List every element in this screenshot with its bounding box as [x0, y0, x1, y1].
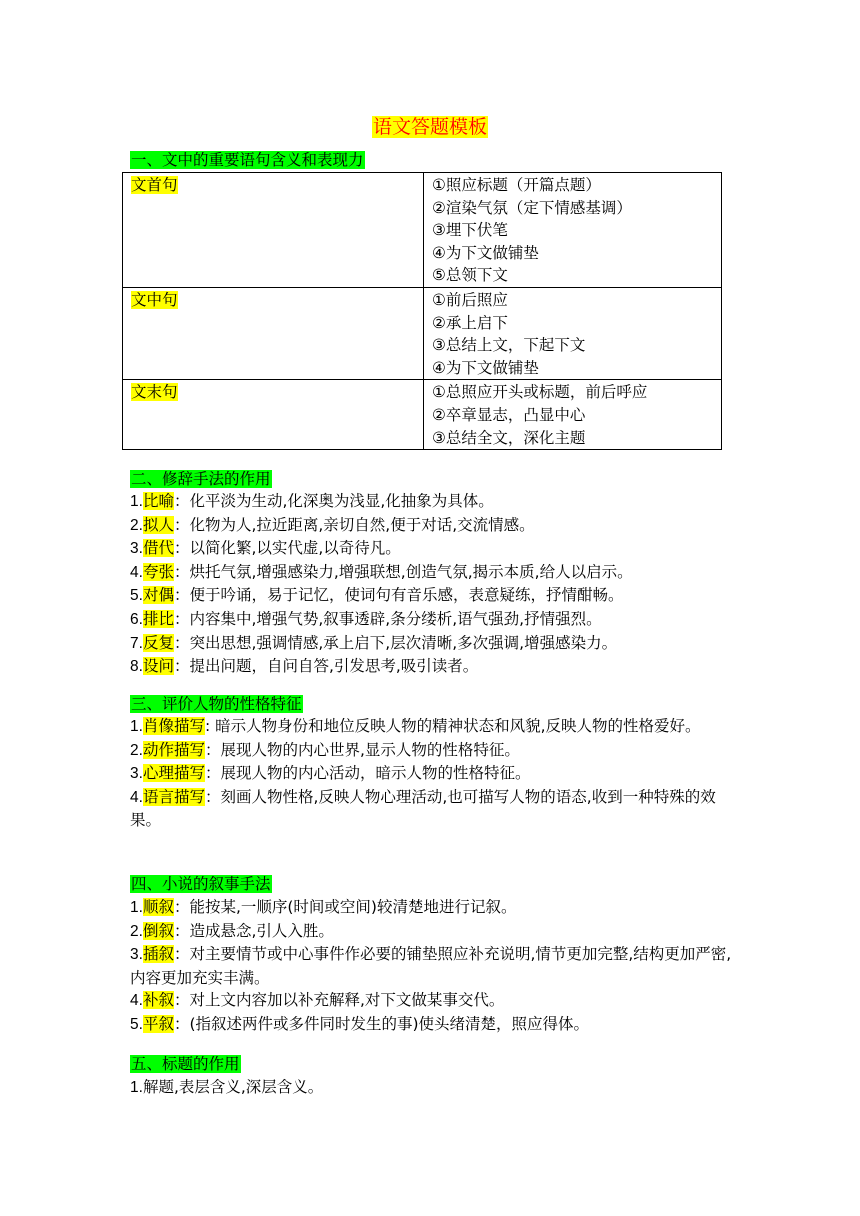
sentence-function-table — [122, 172, 722, 450]
list-item: ②卒章显志，凸显中心 — [432, 405, 586, 424]
list-item: ③埋下伏笔 — [432, 221, 508, 240]
list-item: 2.动作描写：展现人物的内心世界,显示人物的性格特征。 — [130, 740, 520, 759]
section5-heading: 五、标题的作用 — [131, 1055, 240, 1073]
list-item: ⑤总领下文 — [432, 266, 508, 285]
section1-heading: 一、文中的重要语句含义和表现力 — [131, 151, 364, 169]
section3-heading: 三、评价人物的性格特征 — [131, 695, 302, 713]
table-cell-label: 文首句 — [123, 173, 424, 288]
narrative-list — [130, 896, 740, 1037]
title-function-list — [130, 1076, 740, 1100]
table-cell-label: 文末句 — [123, 380, 424, 450]
list-item: 6.排比：内容集中,增强气势,叙事透辟,条分缕析,语气强劲,抒情强烈。 — [130, 609, 602, 628]
list-item: 3.心理描写：展现人物的内心活动，暗示人物的性格特征。 — [130, 764, 531, 783]
rhetoric-list — [130, 490, 740, 679]
list-item: 1.解题,表层含义,深层含义。 — [130, 1078, 324, 1096]
section4-heading: 四、小说的叙事手法 — [131, 875, 271, 893]
list-item: ②渲染气氛（定下情感基调） — [432, 198, 632, 217]
section2-heading: 二、修辞手法的作用 — [131, 470, 271, 488]
list-item: 4.补叙：对上文内容加以补充解释,对下文做某事交代。 — [130, 991, 505, 1010]
document-title — [0, 114, 860, 140]
table-cell-label: 文中句 — [123, 287, 424, 379]
table-row — [123, 173, 722, 288]
list-item: 8.设问：提出问题，自问自答,引发思考,吸引读者。 — [130, 657, 479, 676]
table-cell-items — [424, 380, 722, 450]
list-item: 1.顺叙：能按某,一顺序(时间或空间)较清楚地进行记叙。 — [130, 898, 517, 916]
list-item: ①照应标题（开篇点题） — [432, 176, 601, 194]
table-cell-items — [424, 173, 722, 288]
list-item: ④为下文做铺垫 — [432, 243, 539, 262]
list-item: ①前后照应 — [432, 290, 508, 309]
list-item: 1.比喻：化平淡为生动,化深奥为浅显,化抽象为具体。 — [130, 492, 494, 510]
list-item: 2.拟人：化物为人,拉近距离,亲切自然,便于对话,交流情感。 — [130, 515, 535, 534]
list-item: 4.语言描写：刻画人物性格,反映人物心理活动,也可描写人物的语态,收到一种特殊的效果。 — [130, 787, 716, 830]
list-item: 3.插叙：对主要情节或中心事件作必要的铺垫照应补充说明,情节更加完整,结构更加严密,内容更加充实丰满。 — [130, 945, 732, 987]
list-item: 7.反复：突出思想,强调情感,承上启下,层次清晰,多次强调,增强感染力。 — [130, 633, 618, 652]
list-item: ④为下文做铺垫 — [432, 358, 539, 377]
character-list — [130, 715, 740, 832]
list-item: 5.平叙：(指叙述两件或多件同时发生的事)使头绪清楚，照应得体。 — [130, 1014, 590, 1033]
list-item: 4.夸张：烘托气氛,增强感染力,增强联想,创造气氛,揭示本质,给人以启示。 — [130, 562, 633, 581]
list-item: 1.肖像描写: 暗示人物身份和地位反映人物的精神状态和风貌,反映人物的性格爱好。 — [130, 717, 701, 735]
list-item: 5.对偶：便于吟诵，易于记忆，使词句有音乐感，表意疑练，抒情酣畅。 — [130, 586, 624, 605]
list-item: 2.倒叙：造成悬念,引人入胜。 — [130, 921, 334, 940]
document-title-text: 语文答题模板 — [372, 116, 487, 138]
list-item: 3.借代：以简化繁,以实代虚,以奇待凡。 — [130, 539, 401, 558]
table-row — [123, 287, 722, 379]
list-item: ③总结上文，下起下文 — [432, 336, 586, 355]
table-row — [123, 380, 722, 450]
table-cell-items — [424, 287, 722, 379]
list-item: ①总照应开头或标题，前后呼应 — [432, 383, 648, 402]
list-item: ③总结全文，深化主题 — [432, 428, 586, 447]
list-item: ②承上启下 — [432, 313, 508, 332]
